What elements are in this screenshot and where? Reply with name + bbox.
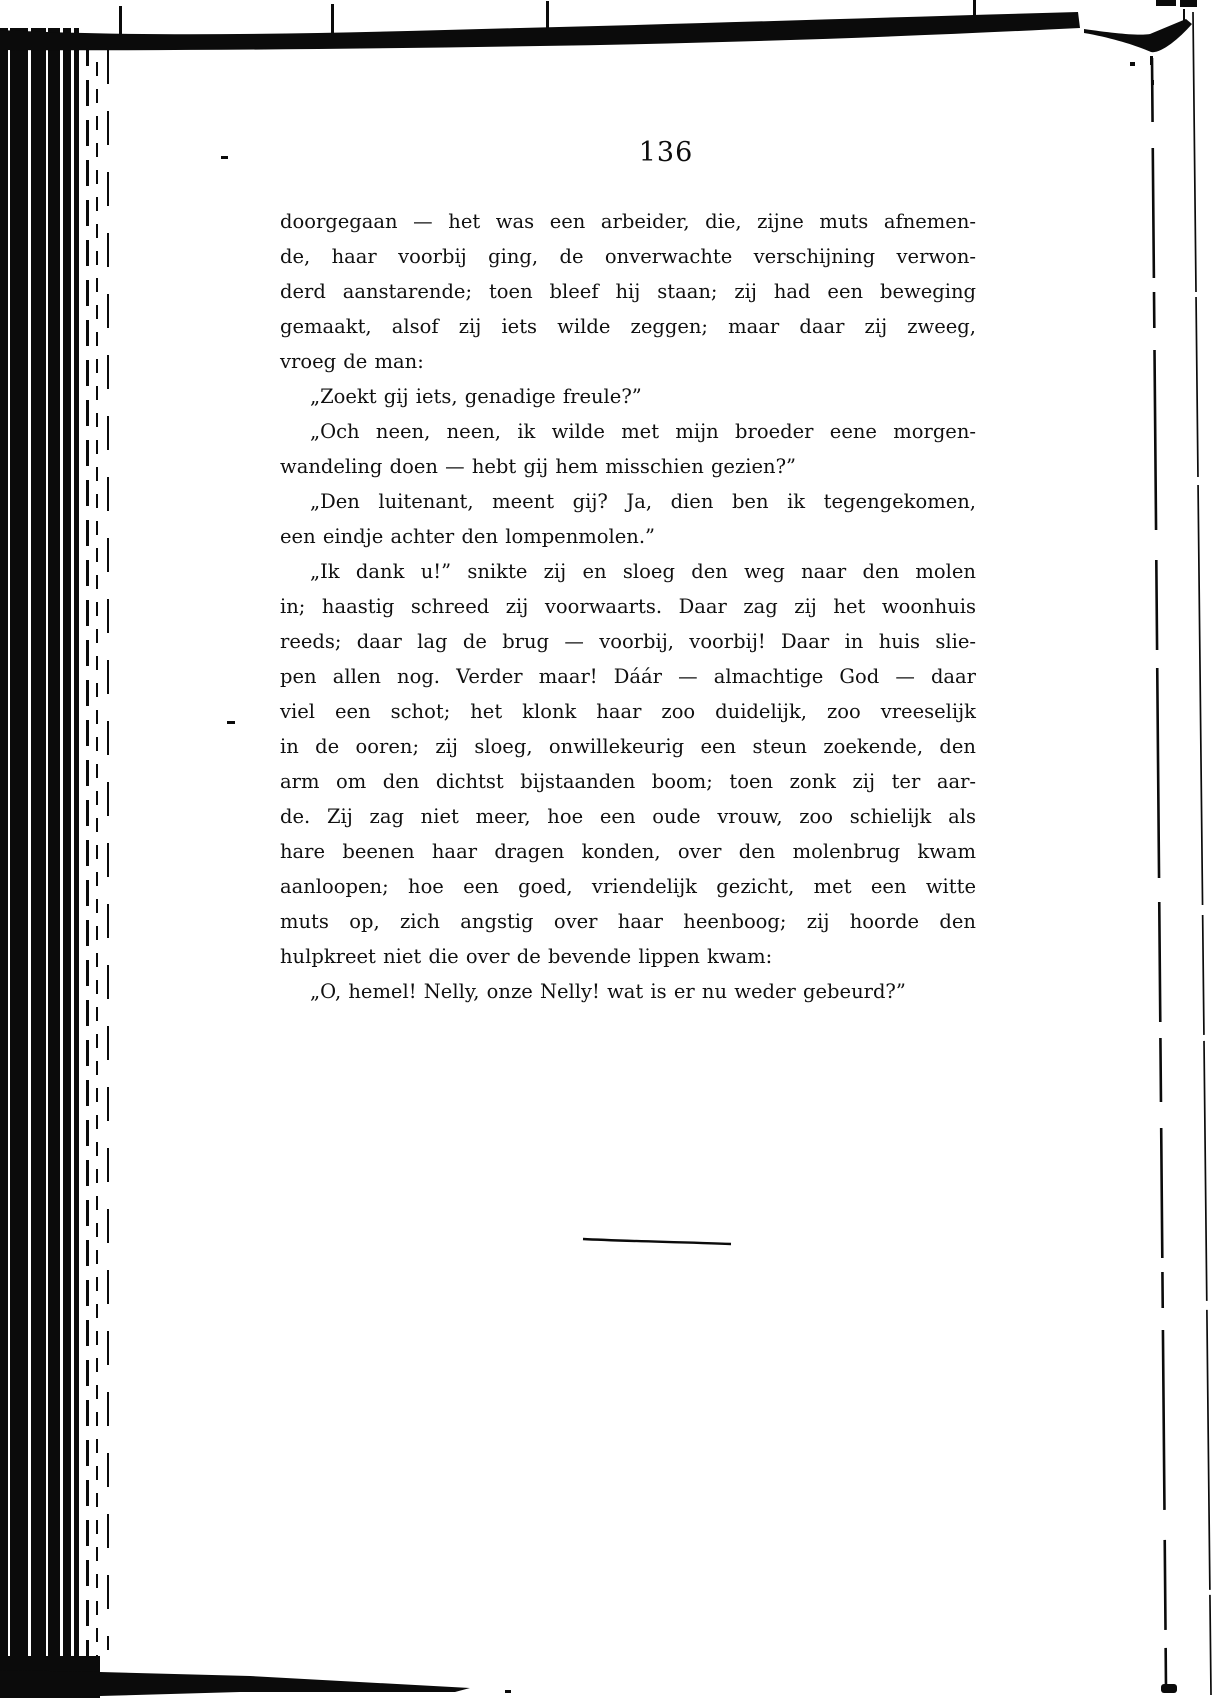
scan-speck <box>505 1690 511 1693</box>
section-divider-rule <box>583 1239 731 1244</box>
scan-speck <box>1161 1684 1177 1693</box>
text-line: „O, hemel! Nelly, onze Nelly! wat is er nu weder gebeurd?” <box>310 980 906 1003</box>
text-line: hulpkreet niet die over de bevende lippen kwam: <box>280 945 773 968</box>
text-line: doorgegaan — het was een arbeider, die, zijne muts afnemen- <box>280 210 976 233</box>
text-line: „Zoekt gij iets, genadige freule?” <box>310 385 642 408</box>
text-line: viel een schot; het klonk haar zoo duidelijk, zoo vreeselijk <box>280 700 976 723</box>
text-line: in de ooren; zij sloeg, onwillekeurig een steun zoekende, den <box>280 735 976 758</box>
scan-corner-mark <box>1183 9 1185 22</box>
scan-corner-blob <box>1084 19 1192 52</box>
scan-tick <box>119 6 122 40</box>
page-text <box>280 204 976 1009</box>
scan-speck <box>1152 80 1154 85</box>
scan-corner-mark <box>1180 0 1197 7</box>
text-line: reeds; daar lag de brug — voorbij, voorbij! Daar in huis slie- <box>280 630 976 653</box>
text-line: de, haar voorbij ging, de onverwachte verschijning verwon- <box>280 245 976 268</box>
text-line: „Ik dank u!” snikte zij en sloeg den weg naar den molen <box>310 560 976 583</box>
scan-speck <box>1151 70 1153 76</box>
text-line: „Och neen, neen, ik wilde met mijn broeder eene morgen- <box>310 420 976 443</box>
scan-tick <box>331 4 334 36</box>
text-line: vroeg de man: <box>280 350 424 373</box>
text-line: arm om den dichtst bijstaanden boom; toen zonk zij ter aar- <box>280 770 976 793</box>
text-line: „Den luitenant, meent gij? Ja, dien ben ik tegengekomen, <box>310 490 976 513</box>
scan-gutter-streak <box>96 62 98 1666</box>
scan-speck <box>221 156 228 159</box>
page-number: 136 <box>638 137 694 168</box>
scan-right-line <box>1193 12 1211 1695</box>
scan-gutter-streak <box>86 40 89 1670</box>
scan-gutter-streak <box>107 50 109 1650</box>
text-line: in; haastig schreed zij voorwaarts. Daar zag zij het woonhuis <box>280 595 976 618</box>
text-line: pen allen nog. Verder maar! Dáár — almachtige God — daar <box>280 665 976 688</box>
scan-top-band <box>0 12 1080 50</box>
scan-gutter-band <box>0 28 84 1692</box>
text-line: aanloopen; hoe een goed, vriendelijk gezicht, met een witte <box>280 875 976 898</box>
text-line: muts op, zich angstig over haar heenboog; zij hoorde den <box>280 910 976 933</box>
scan-tick <box>546 1 549 33</box>
text-line: een eindje achter den lompenmolen.” <box>280 525 656 548</box>
scan-right-line <box>1152 58 1166 1688</box>
text-line: wandeling doen — hebt gij hem misschien gezien?” <box>280 455 797 478</box>
scan-corner-mark <box>1156 0 1176 6</box>
scan-speck <box>227 721 235 724</box>
text-line: gemaakt, alsof zij iets wilde zeggen; maar daar zij zweeg, <box>280 315 976 338</box>
scan-speck <box>1130 62 1135 66</box>
text-line: hare beenen haar dragen konden, over den molenbrug kwam <box>280 840 976 863</box>
scan-speck <box>1150 56 1153 65</box>
scan-tick <box>973 0 976 28</box>
text-line: de. Zij zag niet meer, hoe een oude vrouw, zoo schielijk als <box>280 805 976 828</box>
text-line: derd aanstarende; toen bleef hij staan; zij had een beweging <box>280 280 976 303</box>
